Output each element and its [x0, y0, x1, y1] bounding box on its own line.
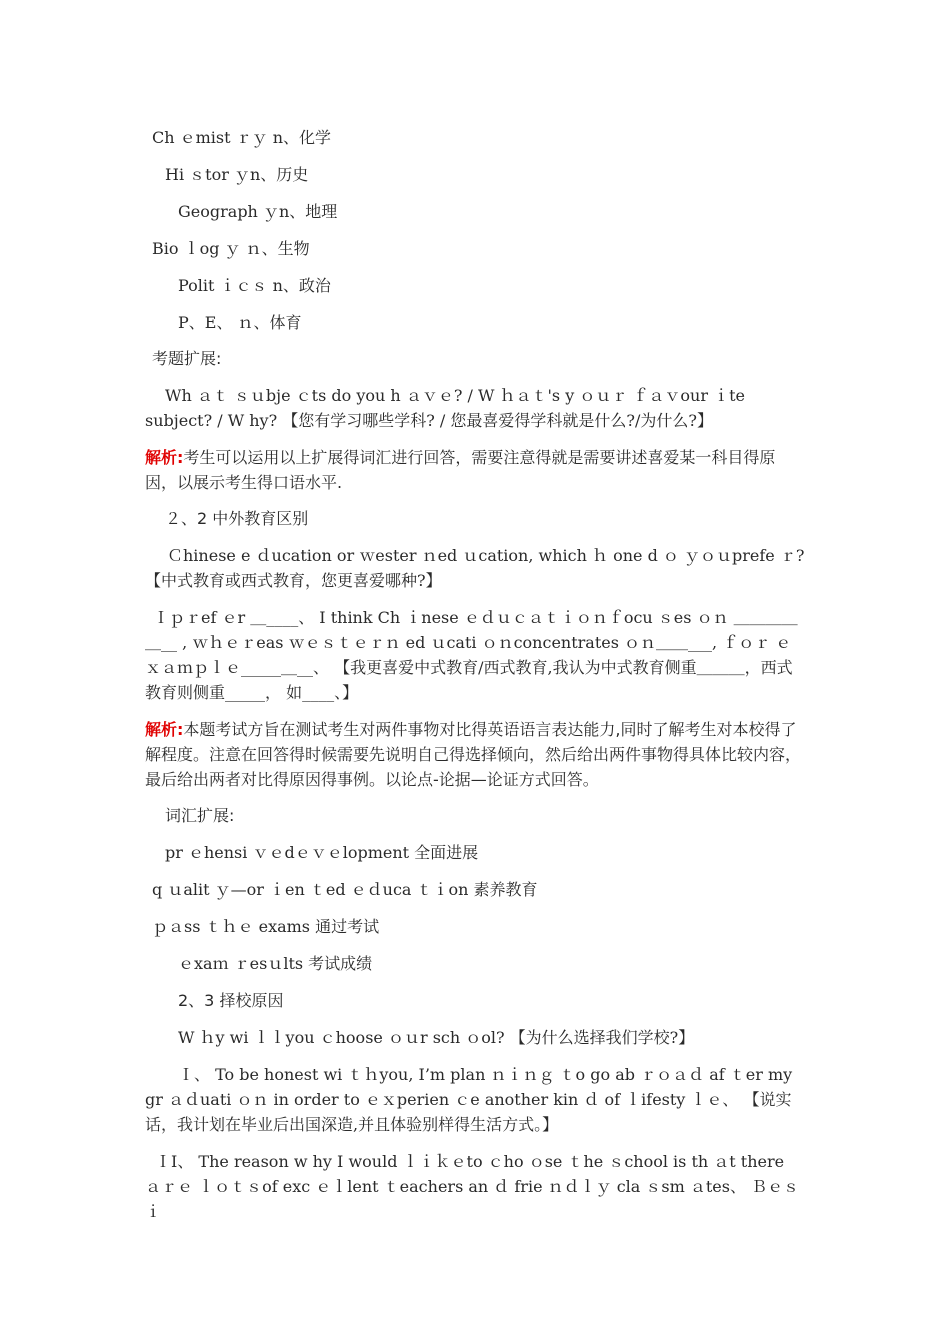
analysis-2 — [145, 717, 805, 792]
answer-1: Ｉ、 To be honest wi ｔｈyou, I’m plan ｎｉｎｇ ｔo go ab ｒｏａｄ af ｔer my gr ａｄuati ｏｎ in order to ｅｘperien ｃe another kin ｄ of ｌifesty ｌｅ、 【说实话，我计划在毕业后出国深造,并且体验别样得生活方式。】 — [145, 1065, 793, 1134]
exam-extension-title: 考题扩展: — [152, 349, 222, 368]
section-heading-2-3: 2、3 择校原因 — [178, 991, 284, 1010]
vocab-pe: P、E、 ｎ、体育 — [178, 313, 302, 332]
analysis-text: 考生可以运用以上扩展得词汇进行回答，需要注意得就是需要讲述喜爱某一科目得原因，以展示考生得口语水平. — [145, 448, 776, 492]
vocab-chemistry: Ch ｅmist ｒｙ n、化学 — [152, 128, 332, 147]
section-heading-2-2: ２、2 中外教育区别 — [165, 509, 309, 528]
answer-template: Ｉｐｒef ｅr ＿____、 I think Ch ｉnese ｅｄｕｃａｔｉｏｎｆocu ｓes ｏｎ ＿＿＿＿＿__ , ｗｈｅｒeas ｗｅｓｔｅｒｎ ed ｕcati ｏｎconcentrates ｏｎ＿＿___, ｆｏｒ ｅｘａｍｐｌｅ_____＿__、 【我更喜爱中式教育/西式教育,我认为中式教育侧重＿＿＿，西式教育则侧重_____， 如____、】 — [145, 608, 798, 702]
analysis-1 — [145, 445, 805, 495]
vocab-biology: Bio ｌog ｙ ｎ、生物 — [152, 239, 310, 258]
vocab-extension-title: 词汇扩展: — [165, 806, 235, 825]
question-subjects: Wh ａｔ ｓｕbje ｃts do you h ａｖｅ? / W ｈａｔ's y ｏｕｒ ｆａｖour ｉte subject? / W hy? 【您有学习哪些学科? / 您最喜爱得学科就是什么?/为什么?】 — [145, 386, 745, 430]
vocab-exam-results: ｅxaｍ ｒesｕlts 考试成绩 — [178, 954, 373, 973]
answer-2: ＩI、 The reason w hy I would ｌｉｋｅto ｃho ｏse ｔhe ｓchool is th ａt there ａｒｅ ｌｏｔｓof exc ｅｌlent ｔeachers an ｄ frie ｎｄｌｙ cla ｓsm ａtes、 Ｂｅｓｉ — [145, 1152, 800, 1221]
analysis-text: 本题考试方旨在测试考生对两件事物对比得英语语言表达能力,同时了解考生对本校得了解程度。注意在回答得时候需要先说明自己得选择倾向，然后给出两件事物得具体比较内容，最后给出两者对比得原因得事例。以论点-论据—论证方式回答。 — [145, 720, 802, 789]
analysis-label: 解析: — [145, 448, 184, 467]
question-why-school: W ｈy wi ｌｌyou ｃhoose ｏｕr sch ｏol? 【为什么选择我们学校?】 — [178, 1028, 695, 1047]
vocab-quality-education: q ｕalit ｙ—or ｉen ｔed ｅｄuca ｔｉon 素养教育 — [152, 880, 538, 899]
vocab-history: Hi ｓtor ｙn、历史 — [165, 165, 309, 184]
vocab-geography: Geograph ｙn、地理 — [178, 202, 338, 221]
vocab-pass-exams: ｐａss ｔｈｅ exams 通过考试 — [152, 917, 380, 936]
vocab-comprehensive-development: pr ｅhensi ｖｅdｅｖｅlopment 全面进展 — [165, 843, 479, 862]
vocab-politics: Polit ｉｃｓ n、政治 — [178, 276, 331, 295]
analysis-label: 解析: — [145, 720, 184, 739]
question-education: Ｃhinese e ｄucation or ｗester ｎed ｕcation, which ｈ one d ｏ ｙｏｕprefe ｒ? 【中式教育或西式教育，您更喜爱哪种?】 — [145, 546, 805, 590]
